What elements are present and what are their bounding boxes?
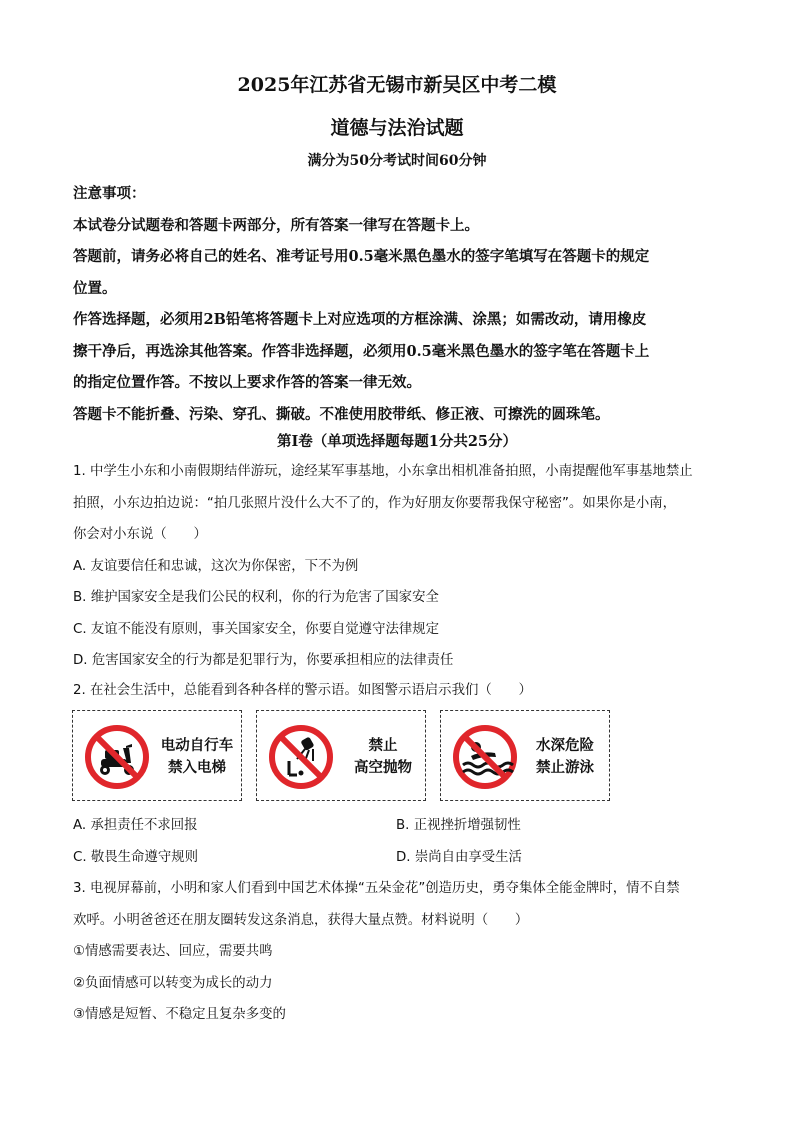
sign-text-line1: 电动自行车 — [160, 738, 234, 754]
sign-text-line2: 禁入电梯 — [168, 760, 226, 776]
question-stem-line: 3. 电视屏幕前，小明和家人们看到中国艺术体操“五朵金花”创造历史，勇夺集体全能金牌时，情不自禁 — [73, 881, 680, 896]
option-b: B. 正视挫折增强韧性 — [396, 818, 521, 833]
statement-1: ①情感需要表达、回应，需要共鸣 — [73, 944, 273, 959]
notice-line: 本试卷分试题卷和答题卡两部分，所有答案一律写在答题卡上。 — [73, 216, 479, 234]
option-b: B. 维护国家安全是我们公民的权利，你的行为危害了国家安全 — [73, 590, 439, 605]
option-d: D. 崇尚自由享受生活 — [396, 849, 522, 865]
notice-line: 擦干净后，再选涂其他答案。作答非选择题，必须用0.5毫米黑色墨水的签字笔在答题卡上 — [73, 342, 650, 360]
question-stem-line: 1. 中学生小东和小南假期结伴游玩，途经某军事基地，小东拿出相机准备拍照，小南提醒他军事基地禁止 — [73, 464, 693, 479]
no-throwing-icon — [267, 723, 335, 791]
option-a: A. 承担责任不求回报 — [73, 818, 198, 833]
sign-text-line1: 水深危险 — [536, 738, 594, 754]
warning-sign-swimming — [440, 710, 610, 801]
subject-title: 道德与法治试题 — [330, 117, 464, 139]
exam-title: 2025年江苏省无锡市新吴区中考二模 — [237, 74, 557, 96]
no-swimming-icon — [451, 723, 519, 791]
question-2-options — [73, 810, 733, 873]
score-time-line: 满分为50分考试时间60分钟 — [307, 153, 487, 169]
question-stem-line: 欢呼。小明爸爸还在朋友圈转发这条消息，获得大量点赞。材料说明（ ） — [73, 912, 529, 928]
sign-text-line1: 禁止 — [368, 738, 398, 754]
statement-2: ②负面情感可以转变为成长的动力 — [73, 975, 273, 991]
sign-text-line2: 高空抛物 — [354, 760, 412, 776]
sign-text-line2: 禁止游泳 — [536, 760, 594, 776]
notice-heading: 注意事项： — [73, 185, 146, 202]
question-stem-line: 2. 在社会生活中，总能看到各种各样的警示语。如图警示语启示我们（ ） — [73, 683, 532, 698]
section-title: 第Ⅰ卷（单项选择题每题1分共25分） — [276, 433, 518, 450]
question-stem-line: 你会对小东说（ ） — [73, 527, 207, 542]
notice-line: 答题前，请务必将自己的姓名、准考证号用0.5毫米黑色墨水的签字笔填写在答题卡的规定 — [73, 248, 650, 265]
option-d: D. 危害国家安全的行为都是犯罪行为，你要承担相应的法律责任 — [73, 653, 454, 668]
notice-line: 的指定位置作答。不按以上要求作答的答案一律无效。 — [73, 374, 421, 391]
statement-3: ③情感是短暂、不稳定且复杂多变的 — [73, 1007, 286, 1022]
option-c: C. 友谊不能没有原则，事关国家安全，你要自觉遵守法律规定 — [73, 621, 440, 637]
question-3 — [73, 873, 733, 1031]
warning-sign-ebike — [72, 710, 242, 801]
question-stem-line: 拍照，小东边拍边说：“拍几张照片没什么大不了的，作为好朋友你要帮我保守秘密”。如果你是小南， — [73, 495, 677, 511]
notice-line: 位置。 — [73, 279, 117, 297]
question-2-stem — [73, 675, 733, 707]
warning-signs — [72, 710, 612, 803]
option-c: C. 敬畏生命遵守规则 — [73, 849, 198, 865]
notice-block — [73, 178, 723, 430]
question-1 — [73, 456, 733, 677]
notice-line: 作答选择题，必须用2B铅笔将答题卡上对应选项的方框涂满、涂黑；如需改动，请用橡皮 — [73, 311, 647, 328]
no-ebike-icon — [83, 723, 151, 791]
option-a: A. 友谊要信任和忠诚，这次为你保密，下不为例 — [73, 558, 359, 574]
notice-line: 答题卡不能折叠、污染、穿孔、撕破。不准使用胶带纸、修正液、可擦洗的圆珠笔。 — [73, 405, 610, 423]
warning-sign-throwing — [256, 710, 426, 801]
